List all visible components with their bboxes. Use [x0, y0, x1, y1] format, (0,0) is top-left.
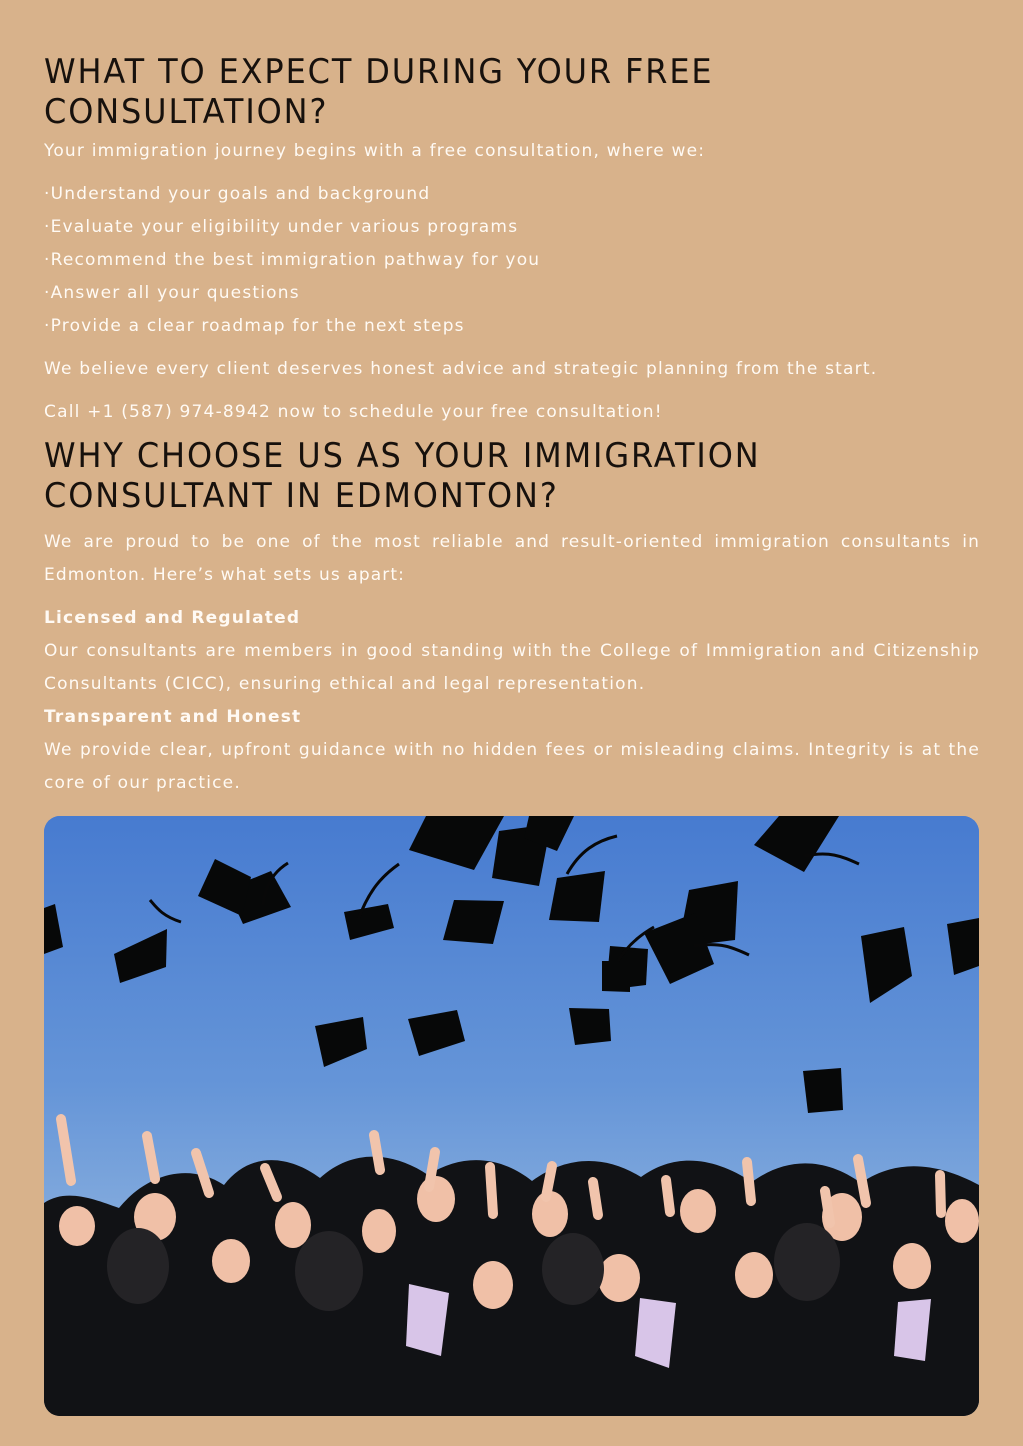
consultation-heading: WHAT TO EXPECT DURING YOUR FREE CONSULTATION? — [44, 52, 714, 132]
list-item: ·Answer all your questions — [44, 283, 300, 303]
list-item: ·Understand your goals and background — [44, 184, 431, 204]
transparent-body: We provide clear, upfront guidance with no hidden fees or misleading claims. Integrity is at the core of our practice. — [44, 740, 980, 793]
list-item: ·Recommend the best immigration pathway for you — [44, 250, 541, 270]
licensed-body: Our consultants are members in good standing with the College of Immigration and Citizenship Consultants (CICC), ensuring ethical and legal representation. — [44, 641, 980, 694]
why-choose-intro: We are proud to be one of the most reliable and result-oriented immigration consultants in Edmonton. Here’s what sets us apart: — [44, 532, 980, 585]
consultation-intro: Your immigration journey begins with a free consultation, where we: — [44, 141, 706, 161]
graduation-photo — [44, 816, 979, 1416]
list-item: ·Evaluate your eligibility under various programs — [44, 217, 519, 237]
call-to-action-text: Call +1 (587) 974-8942 now to schedule your free consultation! — [44, 402, 663, 422]
consultation-list — [44, 178, 980, 343]
why-choose-heading: WHY CHOOSE US AS YOUR IMMIGRATION CONSULTANT IN EDMONTON? — [44, 436, 761, 516]
graduation-caps-illustration — [44, 816, 979, 1416]
licensed-heading: Licensed and Regulated — [44, 608, 301, 628]
list-item: ·Provide a clear roadmap for the next steps — [44, 316, 465, 336]
transparent-heading: Transparent and Honest — [44, 707, 302, 727]
content-column — [44, 52, 980, 800]
belief-text: We believe every client deserves honest advice and strategic planning from the start. — [44, 359, 878, 379]
